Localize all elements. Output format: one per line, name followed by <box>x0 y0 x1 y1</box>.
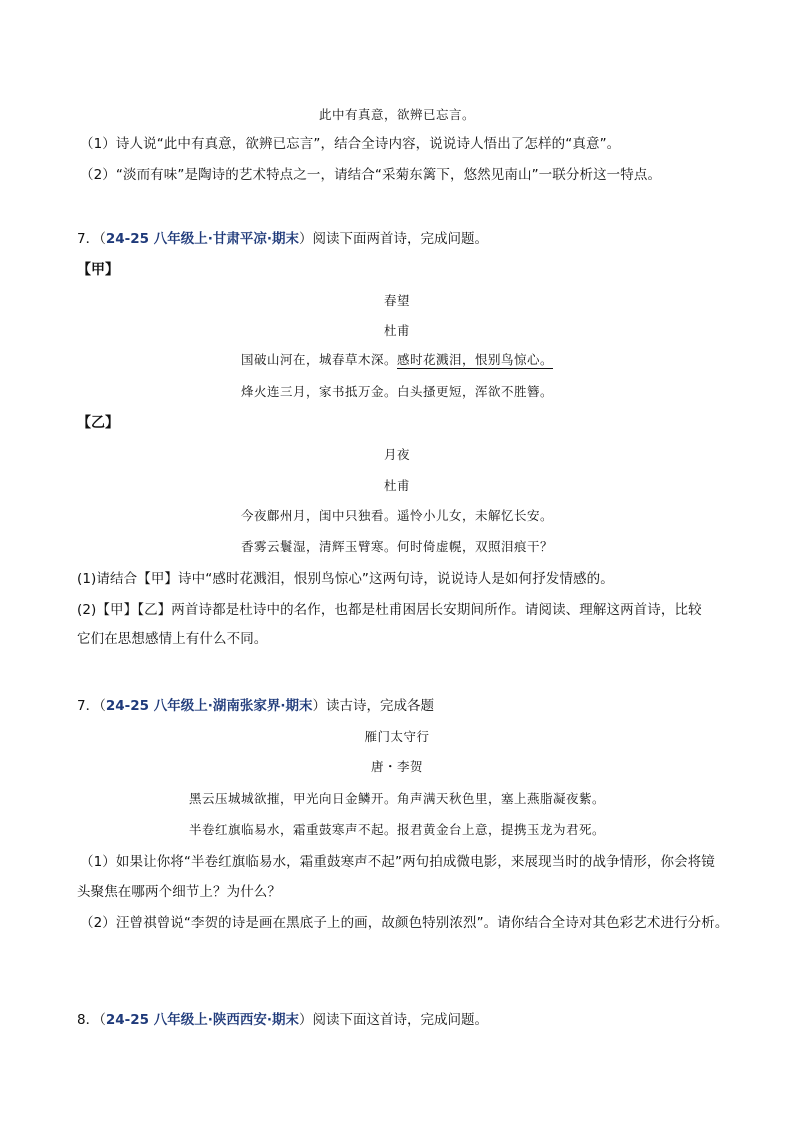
q7a-jia-title: 春望 <box>383 293 410 308</box>
q8-prompt: 阅读下面这首诗，完成问题。 <box>312 1012 488 1028</box>
q7b-header <box>77 696 434 716</box>
q7b-number: 7． <box>77 698 100 714</box>
q7b-sub-question-2: （2）汪曾祺曾说“李贺的诗是画在黑底子上的画，故颜色特别浓烈”。请你结合全诗对其色彩艺术进行分析。 <box>80 915 729 931</box>
q6-poem-line: 此中有真意，欲辨已忘言。 <box>318 107 475 122</box>
q7a-sub-question-1: (1)请结合【甲】诗中“感时花溅泪，恨别鸟惊心”这两句诗，说说诗人是如何抒发情感的。 <box>77 571 614 587</box>
q8-source-close: ） <box>298 1012 313 1028</box>
q8-number: 8． <box>77 1012 100 1028</box>
q7b-source-open: （ <box>99 698 106 714</box>
q7a-jia-line-1 <box>0 350 794 370</box>
q7a-prompt: 阅读下面两首诗，完成问题。 <box>312 231 488 247</box>
q8-header <box>77 1010 488 1030</box>
q7a-jia-author: 杜甫 <box>383 323 410 338</box>
q7b-source-close: ） <box>312 698 326 714</box>
q7b-prompt: 读古诗，完成各题 <box>325 698 434 714</box>
q8-source-open: （ <box>99 1012 106 1028</box>
q7a-source-open: （ <box>99 231 106 247</box>
q7a-yi-line-2: 香雾云鬟湿，清辉玉臂寒。何时倚虚幌，双照泪痕干？ <box>240 539 553 554</box>
q7a-yi-label: 【乙】 <box>77 415 119 431</box>
q7a-source-close: ） <box>298 231 313 247</box>
q7b-source: 24-25 八年级上·湖南张家界·期末 <box>105 698 313 714</box>
q7a-jia-line-2: 烽火连三月，家书抵万金。白头搔更短，浑欲不胜簪。 <box>240 384 553 399</box>
q7a-yi-author: 杜甫 <box>383 478 410 493</box>
q7b-title: 雁门太守行 <box>364 729 430 744</box>
q7a-header <box>77 229 488 249</box>
q7a-number: 7． <box>77 231 100 247</box>
q7a-sub-question-2-line-2: 它们在思想感情上有什么不同。 <box>77 631 268 647</box>
q6-sub-question-1: （1）诗人说“此中有真意，欲辨已忘言”，结合全诗内容，说说诗人悟出了怎样的“真意”。 <box>80 136 621 152</box>
q7a-jia-label: 【甲】 <box>77 262 119 278</box>
q7a-sub-question-2-line-1: (2)【甲】【乙】两首诗都是杜诗中的名作，也都是杜甫困居长安期间所作。请阅读、理解这两首诗，比较 <box>77 602 702 618</box>
q7b-author: 唐・李贺 <box>370 759 423 774</box>
q7a-source: 24-25 八年级上·甘肃平凉·期末 <box>105 231 299 247</box>
q7a-jia-line-1b-underlined: 感时花溅泪，恨别鸟惊心。 <box>397 352 554 367</box>
q7b-sub-question-1-line-1: （1）如果让你将“半卷红旗临易水，霜重鼓寒声不起”两句拍成微电影，来展现当时的战争情形，你会将镜 <box>80 854 715 870</box>
q7a-yi-title: 月夜 <box>383 447 410 462</box>
q7b-poem-line-2: 半卷红旗临易水，霜重鼓寒声不起。报君黄金台上意，提携玉龙为君死。 <box>188 822 605 837</box>
q7b-poem-line-1: 黑云压城城欲摧，甲光向日金鳞开。角声满天秋色里，塞上燕脂凝夜紫。 <box>188 791 605 806</box>
q8-source: 24-25 八年级上·陕西西安·期末 <box>105 1012 299 1028</box>
q7a-jia-line-1a: 国破山河在，城春草木深。 <box>240 352 397 367</box>
q6-sub-question-2: （2）“淡而有味”是陶诗的艺术特点之一，请结合“采菊东篱下，悠然见南山”一联分析这一特点。 <box>80 167 662 183</box>
q7a-yi-line-1: 今夜鄜州月，闺中只独看。遥怜小儿女，未解忆长安。 <box>240 508 553 523</box>
q7b-sub-question-1-line-2: 头聚焦在哪两个细节上？为什么？ <box>77 884 281 900</box>
